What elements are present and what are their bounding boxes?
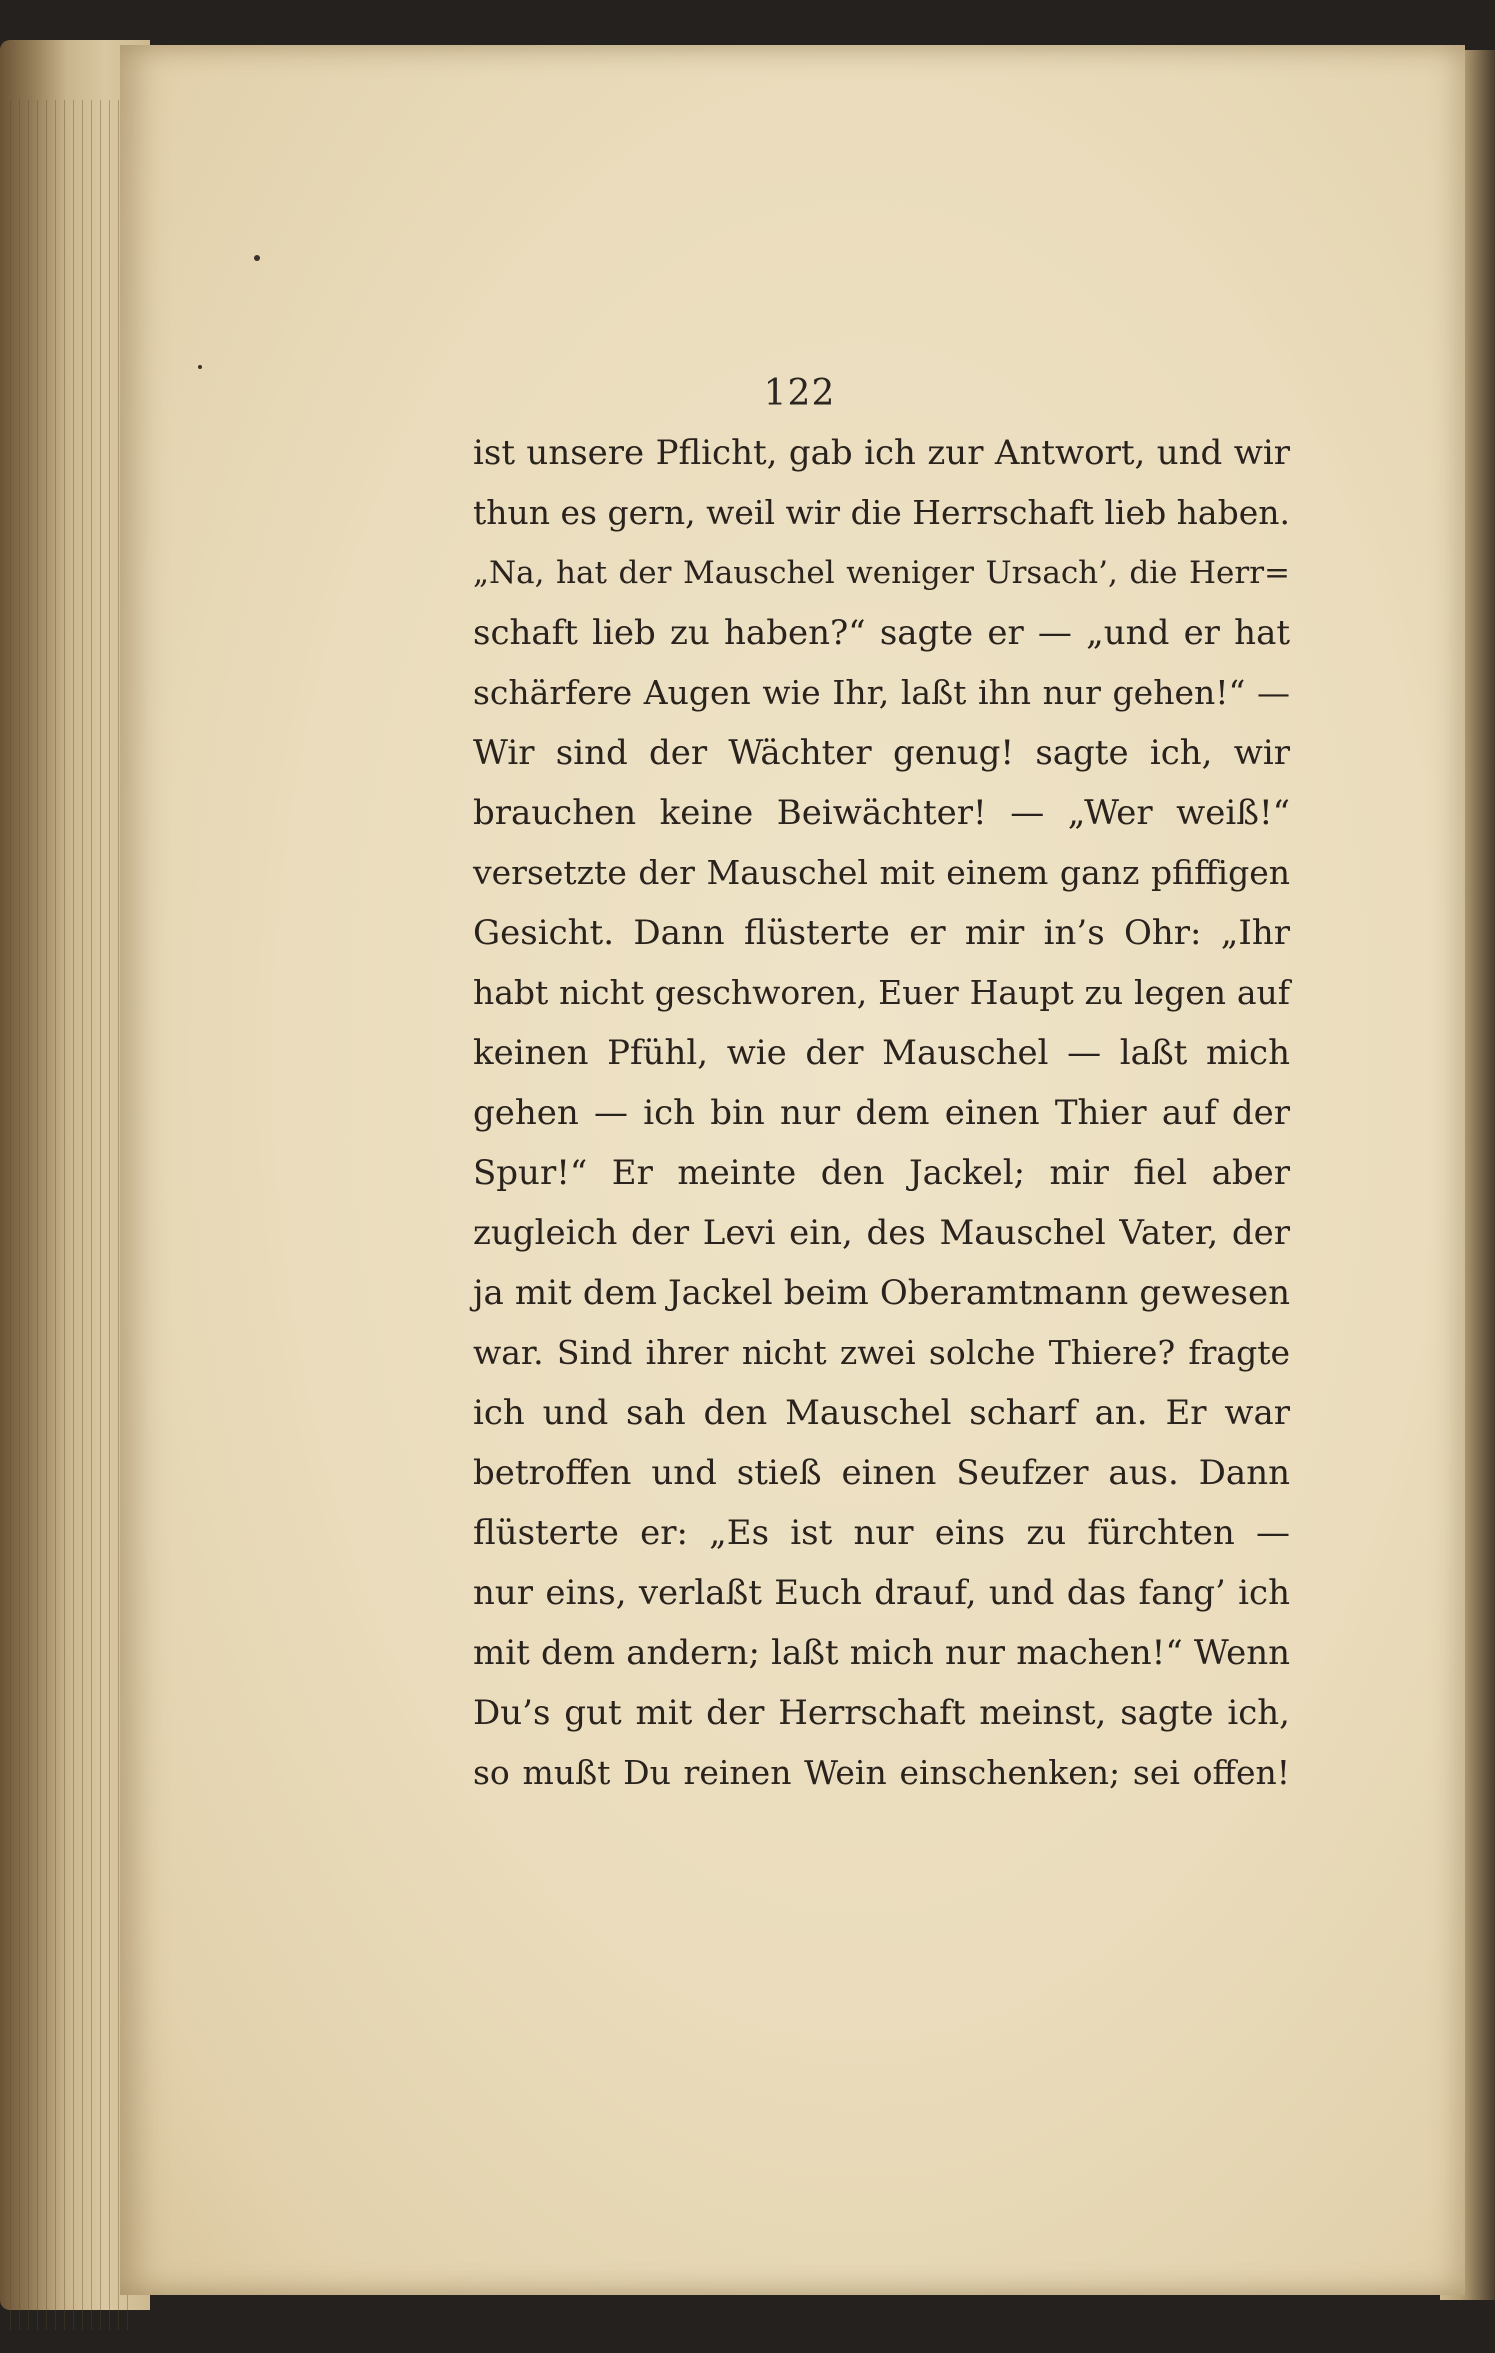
text-line: Du’s gut mit der Herrschaft meinst, sagte ich, (473, 1693, 1290, 1733)
text-line: gehen — ich bin nur dem einen Thier auf der (473, 1093, 1290, 1133)
text-line: betroffen und stieß einen Seufzer aus. Dann (473, 1453, 1290, 1493)
text-line: mit dem andern; laßt mich nur machen!“ Wenn (473, 1633, 1290, 1673)
page-number: 122 (763, 373, 836, 414)
text-line: habt nicht geschworen, Euer Haupt zu legen auf (473, 973, 1290, 1012)
text-line: zugleich der Levi ein, des Mauschel Vater, der (473, 1213, 1290, 1253)
paper-speck (254, 255, 260, 261)
text-line: Wir sind der Wächter genug! sagte ich, wir (473, 733, 1290, 773)
text-line: ist unsere Pflicht, gab ich zur Antwort, und wir (473, 433, 1290, 473)
text-line: „Na, hat der Mauschel weniger Ursach’, die Herr= (473, 555, 1290, 591)
text-line: ich und sah den Mauschel scharf an. Er war (473, 1393, 1290, 1433)
text-line: schärfere Augen wie Ihr, laßt ihn nur gehen!“ — (473, 673, 1290, 712)
text-line: war. Sind ihrer nicht zwei solche Thiere? fragte (473, 1333, 1290, 1372)
text-line: Gesicht. Dann flüsterte er mir in’s Ohr: „Ihr (473, 913, 1290, 953)
text-line: nur eins, verlaßt Euch drauf, und das fang’ ich (473, 1573, 1290, 1613)
text-line: keinen Pfühl, wie der Mauschel — laßt mich (473, 1033, 1290, 1073)
paper-speck (198, 365, 202, 369)
text-line: so mußt Du reinen Wein einschenken; sei offen! (473, 1753, 1290, 1792)
page-stack-texture (10, 100, 130, 2330)
text-line: brauchen keine Beiwächter! — „Wer weiß!“ (473, 793, 1290, 833)
text-line: schaft lieb zu haben?“ sagte er — „und er hat (473, 613, 1290, 653)
text-line: ja mit dem Jackel beim Oberamtmann gewesen (473, 1273, 1290, 1313)
text-line: versetzte der Mauschel mit einem ganz pfiffigen (473, 853, 1290, 892)
text-line: thun es gern, weil wir die Herrschaft lieb haben. (473, 493, 1291, 532)
page-body-text (473, 423, 1290, 1803)
text-line: flüsterte er: „Es ist nur eins zu fürchten — (473, 1513, 1290, 1553)
text-line: Spur!“ Er meinte den Jackel; mir fiel aber (473, 1153, 1290, 1193)
